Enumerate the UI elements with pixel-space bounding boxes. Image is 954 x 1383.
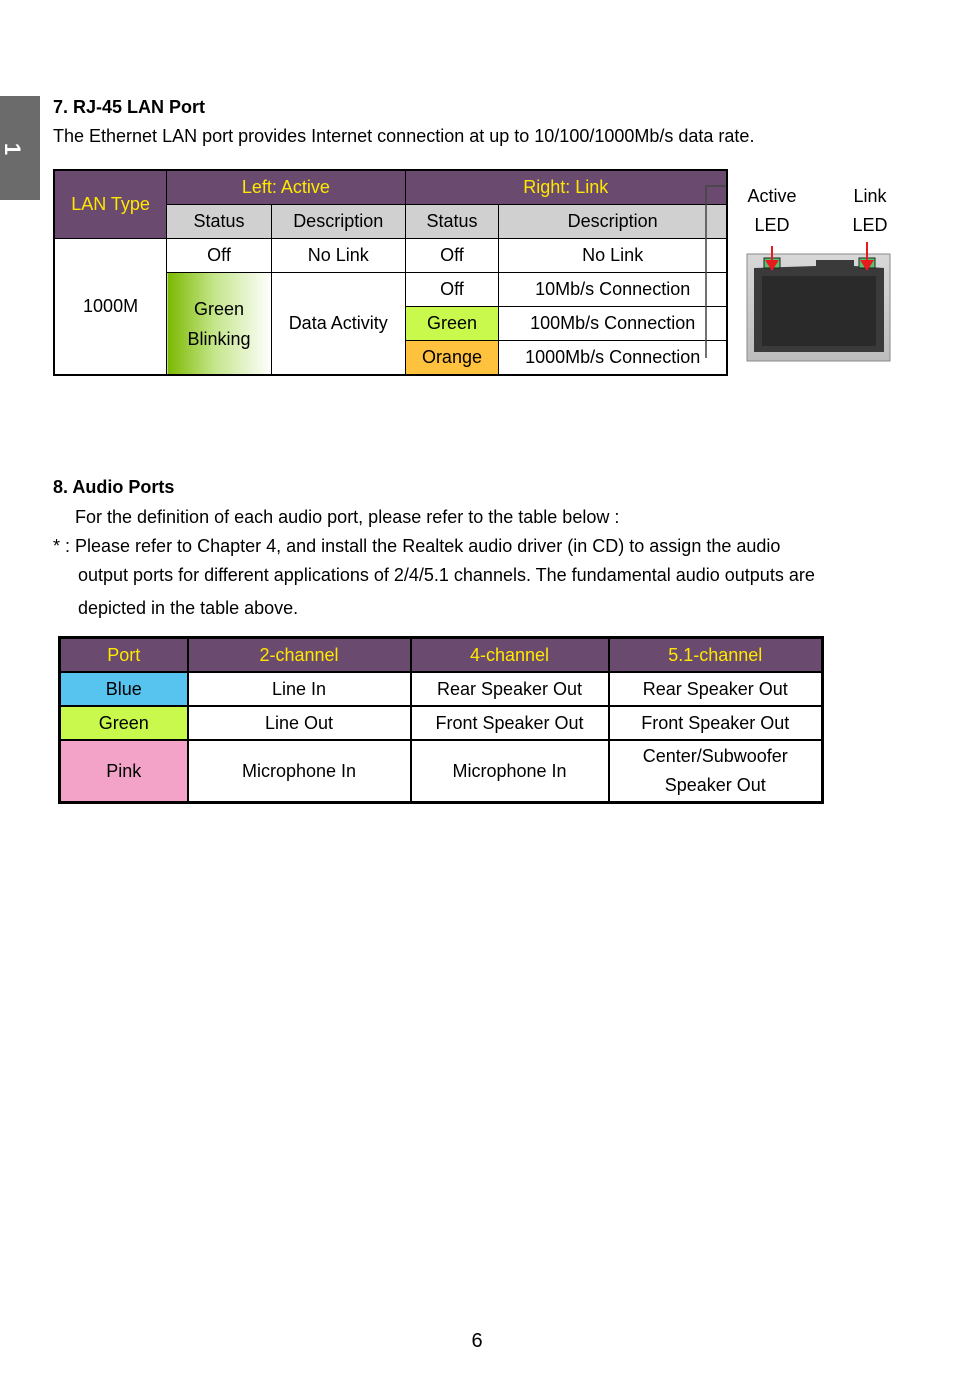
link-status-orange: Orange	[405, 341, 499, 376]
green-blinking-line-2: Blinking	[187, 328, 251, 349]
right-link-header: Right: Link	[405, 170, 727, 205]
link-led-label-line-2: LED	[852, 215, 888, 235]
link-desc-1000mb: 1000Mb/s Connection	[499, 341, 727, 376]
left-active-header: Left: Active	[167, 170, 405, 205]
table-cell: Rear Speaker Out	[609, 672, 823, 706]
audio-line-4: depicted in the table above.	[78, 598, 299, 618]
active-led-label	[740, 182, 804, 240]
audio-line-2: * : Please refer to Chapter 4, and install the Realtek audio driver (in CD) to assign the audio	[53, 536, 781, 556]
green-blinking-line-1: Green	[193, 298, 244, 319]
section-7-heading: 7. RJ-45 LAN Port	[53, 97, 206, 117]
table-cell: Front Speaker Out	[411, 706, 609, 740]
table-cell: Microphone In	[188, 740, 411, 803]
link-desc-no-link: No Link	[499, 239, 727, 273]
audio-line-1: For the definition of each audio port, please refer to the table below :	[75, 507, 620, 527]
lan-type-header: LAN Type	[54, 170, 167, 239]
link-led-label-line-1: Link	[853, 186, 887, 206]
table-cell	[609, 740, 823, 803]
lan-type-1000m: 1000M	[54, 239, 167, 376]
table-cell: Line Out	[188, 706, 411, 740]
description-header: Description	[271, 205, 405, 239]
active-status-off: Off	[167, 239, 272, 273]
chapter-number: 1	[0, 142, 26, 156]
link-desc-100mb: 100Mb/s Connection	[499, 307, 727, 341]
port-pink: Pink	[60, 740, 188, 803]
status-header: Status	[167, 205, 272, 239]
active-led-label-line-1: Active	[747, 186, 797, 206]
section-8-heading: 8. Audio Ports	[53, 477, 175, 497]
audio-line-3: output ports for different applications of 2/4/5.1 channels. The fundamental audio outputs are	[78, 565, 815, 585]
link-status-green: Green	[405, 307, 499, 341]
audio-ports-table	[58, 636, 824, 804]
center-subwoofer-line-1: Center/Subwoofer	[642, 746, 788, 766]
bracket-connector	[700, 182, 730, 362]
rj45-port-image	[746, 240, 892, 364]
audio-header-2ch: 2-channel	[188, 638, 411, 673]
audio-header-51ch: 5.1-channel	[609, 638, 823, 673]
page-number: 6	[471, 1330, 483, 1352]
audio-header-port: Port	[60, 638, 188, 673]
link-desc-10mb: 10Mb/s Connection	[499, 273, 727, 307]
table-cell: Rear Speaker Out	[411, 672, 609, 706]
link-status-off: Off	[405, 273, 499, 307]
status-header: Status	[405, 205, 499, 239]
active-led-label-line-2: LED	[754, 215, 790, 235]
center-subwoofer-line-2: Speaker Out	[664, 775, 766, 795]
table-cell: Line In	[188, 672, 411, 706]
description-header: Description	[499, 205, 727, 239]
section-7-intro: The Ethernet LAN port provides Internet connection at up to 10/100/1000Mb/s data rate.	[53, 126, 755, 146]
link-status-off: Off	[405, 239, 499, 273]
table-cell: Microphone In	[411, 740, 609, 803]
port-blue: Blue	[60, 672, 188, 706]
lan-led-table	[53, 169, 728, 376]
active-status-green-blinking	[167, 273, 272, 376]
table-cell: Front Speaker Out	[609, 706, 823, 740]
link-led-label	[842, 182, 898, 240]
active-desc-data-activity: Data Activity	[271, 273, 405, 376]
port-green: Green	[60, 706, 188, 740]
audio-header-4ch: 4-channel	[411, 638, 609, 673]
active-desc-no-link: No Link	[271, 239, 405, 273]
chapter-tab	[0, 96, 40, 200]
